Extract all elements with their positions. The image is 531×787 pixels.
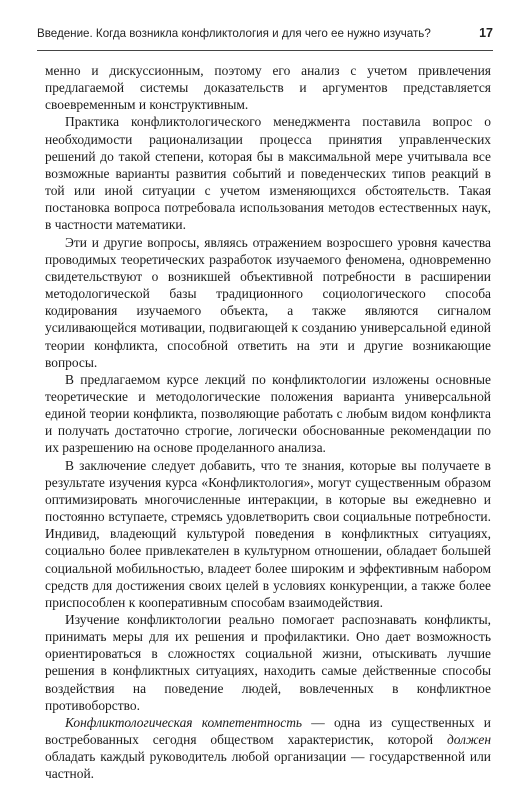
- page-number: 17: [479, 26, 493, 40]
- running-head: [37, 26, 493, 46]
- term-emphasis: Конфликтологическая компетентность: [65, 714, 303, 730]
- running-head-title: Введение. Когда возникла конфликтология и для чего ее нужно изучать?: [37, 27, 431, 40]
- word-emphasis: должен: [447, 732, 491, 748]
- paragraph: В предлагаемом курсе лекций по конфликтологии изложены основные теоретические и методологические положения варианта универсальной единой теории конфликта, позволяющие работать с любым видом конфликта и получать достаточно строгие, логически обоснованные рекомендации по их разрешению на основе проделанного анализа.: [45, 371, 491, 456]
- paragraph: В заключение следует добавить, что те знания, которые вы получаете в результате изучения курса «Конфликтология», могут существенным образом оптимизировать многочисленные интеракции, в которые вы ежедневно и постоянно вступаете, стремясь удовлетворить свои социальные потребности. Индивид, владеющий культурой поведения в конфликтных ситуациях, социально более привлекателен в культурном отношении, обладает большей социальной мобильностью, владеет более широким и эффективным набором средств для достижения своих целей в условиях конкуренции, а также более приспособлен к кооперативным способам взаимодействия.: [45, 457, 491, 610]
- paragraph-text: обладать каждый руководитель любой организации — государственной или частной.: [45, 749, 491, 782]
- paragraph-competence: [45, 714, 491, 783]
- paragraph: Практика конфликтологического менеджмента поставила вопрос о необходимости рационализации процесса принятия управленческих решений до такой степени, которая бы в максимальной мере учитывала все возможные варианты развития событий и поведенческих типов реакций в той или иной ситуации с учетом изменяющихся обстоятельств. Такая постановка вопроса потребовала использования методов естественных наук, в частности математики.: [45, 114, 491, 233]
- paragraph-text: — одна из существенных и востребованных сегодня обществом характеристик, которой: [45, 714, 491, 748]
- body-text: [45, 62, 491, 783]
- header-rule: [37, 50, 493, 51]
- paragraph: Эти и другие вопросы, являясь отражением возросшего уровня качества проводимых теоретических разработок изучаемого феномена, одновременно свидетельствуют о возникшей объективной потребности в расширении методологической базы традиционного социологического способа кодирования изучаемого объекта, а также являются сигналом усиливающейся мотивации, подвигающей к созданию универсальной единой теории конфликта, способной ответить на эти и другие возникающие вопросы.: [45, 234, 491, 370]
- paragraph-continued: менно и дискуссионным, поэтому его анализ с учетом привлечения предлагаемой системы доказательств и аргументов представляется своевременным и конструктивным.: [45, 63, 491, 113]
- paragraph: Изучение конфликтологии реально помогает распознавать конфликты, принимать меры для их решения и профилактики. Оно дает возможность ориентироваться в сложностях социальной жизни, отыскивать лучшие решения в конфликтных ситуациях, находить самые действенные способы воздействия на поведение людей, вовлеченных в конфликтное противоборство.: [45, 612, 491, 713]
